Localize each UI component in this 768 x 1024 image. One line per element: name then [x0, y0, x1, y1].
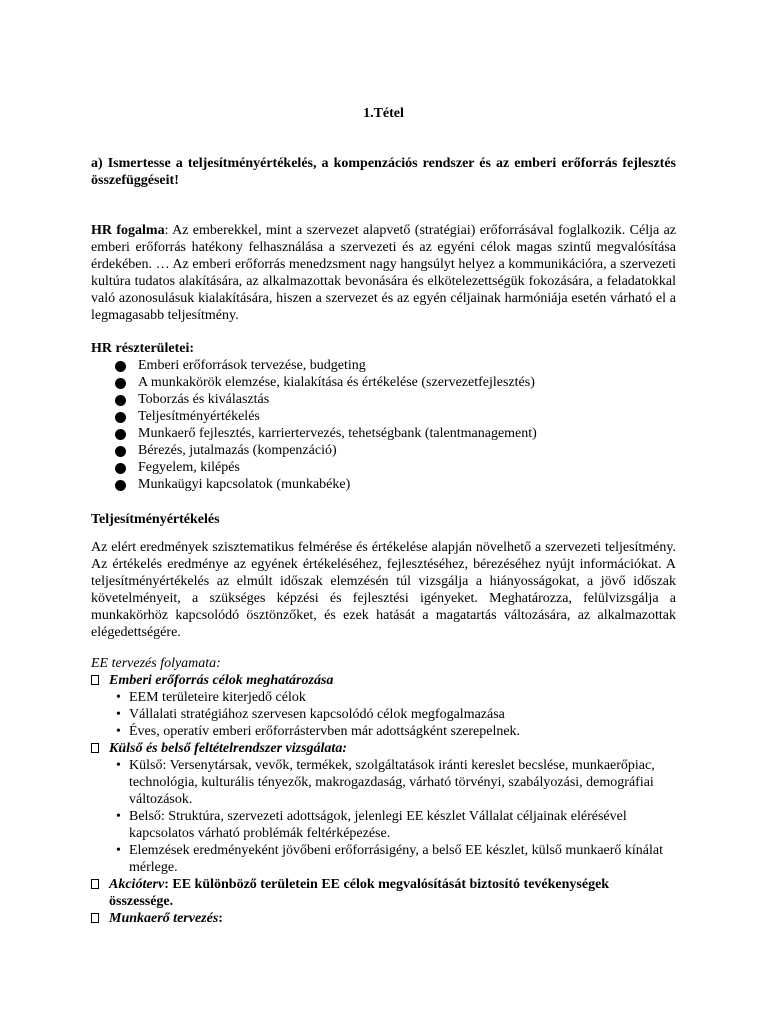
list-item-text: EEM területeire kiterjedő célok: [129, 690, 306, 705]
list-item: [91, 357, 676, 374]
list-item: [91, 459, 676, 476]
bullet-dot-icon: [115, 378, 126, 389]
performance-paragraph: Az elért eredmények szisztematikus felmérése és értékelése alapján növelhető a szervezeti teljesítmény. Az értékelés eredménye az egyének értékeléséhez, fejlesztéséhez, bérezéséhez nyújt információkat. A teljesítményértékelés az elmúlt időszak elemzésén túl vizsgálja a hiányosságokat, a jövő időszak követelményeit, a szükséges képzési és fejlesztési igényeket. Meghatározza, felülvizsgálja a munkakörhöz kapcsolódó ösztönzőket, és ezek hatását a magatartás változására, az alkalmazottak elégedettségére.: [91, 540, 676, 640]
ee-step-conditions-label: Külső és belső feltételrendszer vizsgálata:: [109, 741, 347, 756]
list-item: [91, 408, 676, 425]
ee-step-workforce-suffix: :: [218, 911, 223, 926]
performance-heading: Teljesítményértékelés: [91, 512, 220, 527]
performance-body: [91, 539, 676, 641]
hr-areas-heading: HR részterületei:: [91, 341, 194, 356]
bullet-icon: •: [116, 843, 121, 858]
bullet-dot-icon: [115, 463, 126, 474]
list-item-text: Munkaügyi kapcsolatok (munkabéke): [138, 477, 351, 492]
list-item-text: Teljesítményértékelés: [138, 409, 260, 424]
ee-step-action-plan: [91, 876, 676, 910]
ee-planning-section: [91, 655, 676, 927]
list-item-text: Munkaerő fejlesztés, karriertervezés, tehetségbank (talentmanagement): [138, 426, 537, 441]
page-title: 1.Tétel: [363, 106, 404, 121]
bullet-dot-icon: [115, 412, 126, 423]
list-item: [91, 842, 676, 876]
checkbox-square-icon: [91, 879, 99, 889]
list-item: [91, 391, 676, 408]
ee-goals-list: [91, 689, 676, 740]
list-item-text: Éves, operatív emberi erőforrástervben már adottságként szerepelnek.: [129, 724, 521, 739]
checkbox-square-icon: [91, 743, 99, 753]
list-item: [91, 808, 676, 842]
list-item: [91, 723, 676, 740]
list-item: [91, 374, 676, 391]
hr-areas-section: [91, 340, 676, 493]
bullet-dot-icon: [115, 429, 126, 440]
hr-definition-label: HR fogalma: [91, 223, 165, 238]
list-item-text: Elemzések eredményeként jövőbeni erőforrásigény, a belső EE készlet, külső munkaerő kínálat mérlege.: [129, 843, 664, 875]
ee-step-action-plan-text: : EE különböző területein EE célok megvalósítását biztosító tevékenységek összessége.: [109, 877, 610, 909]
bullet-dot-icon: [115, 395, 126, 406]
list-item-text: A munkakörök elemzése, kialakítása és értékelése (szervezetfejlesztés): [138, 375, 535, 390]
hr-areas-list: [91, 357, 676, 493]
list-item: [91, 476, 676, 493]
ee-step-workforce-label: Munkaerő tervezés: [109, 911, 219, 926]
ee-step-goals-label: Emberi erőforrás célok meghatározása: [109, 673, 334, 688]
ee-step-action-plan-label: Akcióterv: [109, 877, 165, 892]
ee-step-goals: [91, 672, 676, 689]
list-item-text: Bérezés, jutalmazás (kompenzáció): [138, 443, 337, 458]
bullet-icon: •: [116, 690, 121, 705]
bullet-dot-icon: [115, 446, 126, 457]
list-item: [91, 706, 676, 723]
hr-definition-text: : Az emberekkel, mint a szervezet alapvető (stratégiai) erőforrásával foglalkozik. Célja az emberi erőforrás hatékony felhasználása a szervezeti és az egyéni célok magas szintű megvalósítása érdekében. … Az emberi erőforrás menedzsment nagy hangsúlyt helyez a kommunikációra, a szervezeti kultúra tudatos alakítására, az alkalmazottak bevonására és elkötelezettségük fokozására, a feladatokkal való azonosulásuk kialakítására, hiszen a szervezet és az egyén céljainak harmóniája esetén várható el a legmagasabb teljesítmény.: [91, 223, 676, 323]
ee-step-workforce: [91, 910, 676, 927]
list-item: [91, 689, 676, 706]
checkbox-square-icon: [91, 675, 99, 685]
bullet-dot-icon: [115, 361, 126, 372]
bullet-icon: •: [116, 809, 121, 824]
bullet-dot-icon: [115, 480, 126, 491]
list-item-text: Külső: Versenytársak, vevők, termékek, szolgáltatások iránti kereslet becslése, munkaerőpiac, technológia, kulturális tényezők, makrogazdaság, várható törvényi, szabályozási, demográfiai változások.: [129, 758, 655, 807]
bullet-icon: •: [116, 724, 121, 739]
list-item-text: Fegyelem, kilépés: [138, 460, 240, 475]
hr-definition-paragraph: [91, 222, 676, 324]
list-item: [91, 425, 676, 442]
list-item-text: Belső: Struktúra, szervezeti adottságok, jelenlegi EE készlet Vállalat céljainak elérésével kapcsolatos várható problémák feltérképezése.: [129, 809, 627, 841]
bullet-icon: •: [116, 707, 121, 722]
list-item-text: Toborzás és kiválasztás: [138, 392, 270, 407]
checkbox-square-icon: [91, 913, 99, 923]
hr-definition-section: [91, 222, 676, 324]
list-item: [91, 442, 676, 459]
ee-planning-heading: EE tervezés folyamata:: [91, 656, 221, 671]
list-item: [91, 757, 676, 808]
ee-conditions-list: [91, 757, 676, 876]
exam-question: a) Ismertesse a teljesítményértékelés, a kompenzációs rendszer és az emberi erőforrás fejlesztés összefüggéseit!: [91, 156, 676, 188]
ee-step-conditions: [91, 740, 676, 757]
bullet-icon: •: [116, 758, 121, 773]
list-item-text: Vállalati stratégiához szervesen kapcsolódó célok megfogalmazása: [129, 707, 505, 722]
list-item-text: Emberi erőforrások tervezése, budgeting: [138, 358, 366, 373]
performance-section: [91, 511, 676, 528]
